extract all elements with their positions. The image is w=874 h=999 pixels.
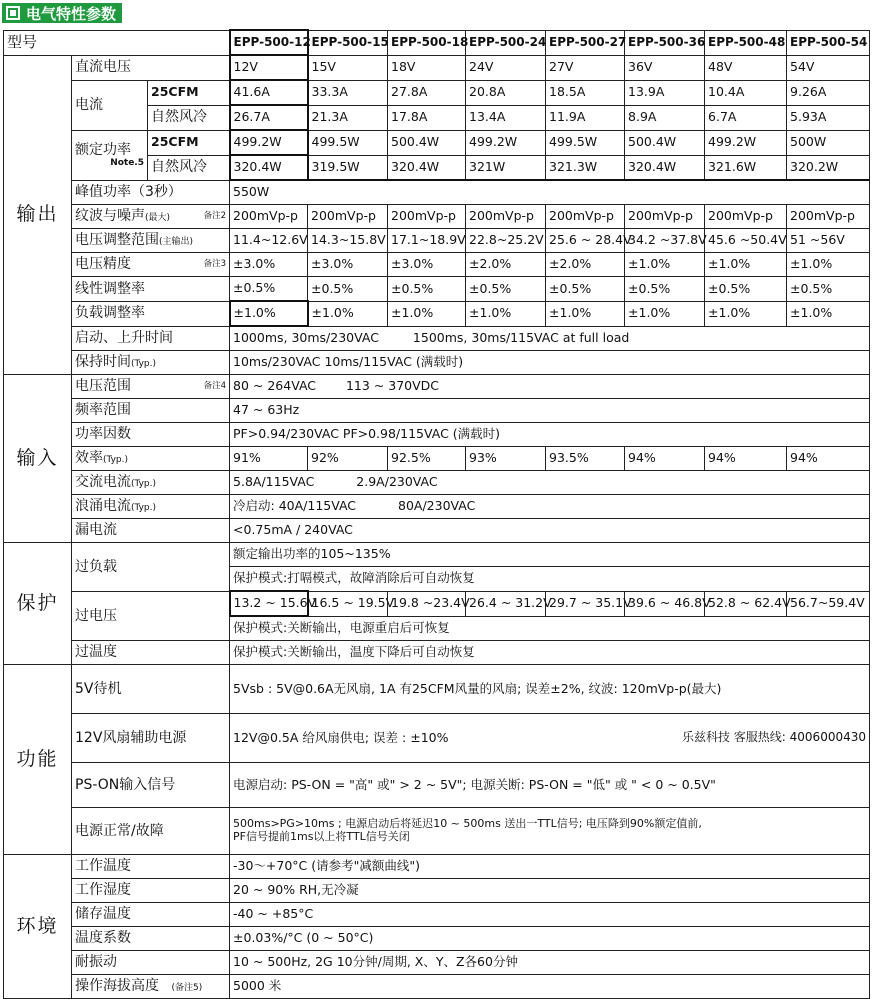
table-row [4,326,870,351]
row-label: 启动、上升时间 [72,326,230,351]
table-row [4,495,870,519]
row-label [72,253,230,277]
value-cell: 11.4~12.6V [230,229,308,253]
value-text: 500ms>PG>10ms ; 电源启动后将延迟10 ~ 500ms 送出一TTL信号; 电压降到90%额定值前, [233,817,702,831]
value-cell: 200mVp-p [625,205,705,229]
value-cell: ±0.5% [705,277,787,302]
value-cell: 电源启动: PS-ON = "高" 或" > 2 ~ 5V"; 电源关断: PS-ON = "低" 或 " < 0 ~ 0.5V" [230,763,870,808]
sub-label: 自然风冷 [148,155,230,180]
row-label: 负载调整率 [72,301,230,326]
value-cell: 18V [388,55,466,80]
table-row [4,714,870,763]
value-cell: 499.5W [308,130,388,155]
value-cell [230,471,870,495]
row-label: 直流电压 [72,55,230,80]
value-cell: 320.2W [787,155,870,180]
value-cell: ±1.0% [787,301,870,326]
value-cell: 321.3W [546,155,625,180]
row-label: 12V风扇辅助电源 [72,714,230,763]
table-row [4,229,870,253]
row-label [72,471,230,495]
row-label: 峰值功率（3秒） [72,180,230,205]
table-row [4,927,870,951]
value-cell: 26.4 ~ 31.2V [466,591,546,616]
value-cell: ±1.0% [388,301,466,326]
value-text: 5.8A/115VAC [233,474,315,490]
row-label: 工作温度 [72,855,230,879]
value-cell: 额定输出功率的105~135% [230,543,870,567]
value-cell: 6.7A [705,105,787,130]
value-cell: 54V [787,55,870,80]
value-cell: 27.8A [388,80,466,105]
value-cell: ±0.03%/°C (0 ~ 50°C) [230,927,870,951]
value-cell: 47 ~ 63Hz [230,399,870,423]
value-text: 113 ~ 370VDC [345,378,440,394]
value-cell: 11.9A [546,105,625,130]
table-row [4,399,870,423]
table-row [4,951,870,975]
row-label [72,447,230,471]
category-function: 功能 [4,665,72,855]
value-cell: 36V [625,55,705,80]
value-cell: 320.4W [388,155,466,180]
value-cell: 499.2W [466,130,546,155]
value-cell: 16.5 ~ 19.5V [308,591,388,616]
value-cell: 10 ~ 500Hz, 2G 10分钟/周期, X、Y、Z各60分钟 [230,951,870,975]
table-row [4,447,870,471]
row-label-text: 电压范围 [75,378,131,395]
value-cell: 48V [705,55,787,80]
note-label: 备注2 [203,211,227,222]
value-cell: 14.3~15.8V [308,229,388,253]
row-label [72,495,230,519]
value-cell: ±1.0% [230,301,308,326]
table-row [4,253,870,277]
value-cell: ±0.5% [546,277,625,302]
row-label: 功率因数 [72,423,230,447]
value-cell: 22.8~25.2V [466,229,546,253]
value-cell: 499.2W [705,130,787,155]
row-label: 电流 [72,80,148,130]
table-row [4,519,870,543]
category-environment: 环境 [4,855,72,999]
value-cell: ±1.0% [625,301,705,326]
section-title [2,3,122,23]
value-text: 1500ms, 30ms/115VAC at full load [412,330,630,346]
value-cell: <0.75mA / 240VAC [230,519,870,543]
model-cell: EPP-500-36 [625,30,705,55]
row-label-text: 效率 [75,450,103,467]
row-label: 储存温度 [72,903,230,927]
note-label: Note.5 [110,157,144,168]
section-title-bar [2,2,122,24]
table-row [4,975,870,999]
sub-label: 25CFM [148,130,230,155]
value-cell: 8.9A [625,105,705,130]
row-label: 线性调整率 [72,277,230,302]
row-label [72,375,230,399]
value-cell: ±1.0% [308,301,388,326]
category-protection: 保护 [4,543,72,665]
value-cell [230,375,870,399]
table-row [4,808,870,855]
model-cell: EPP-500-27 [546,30,625,55]
row-label-text: 浪涌电流 [75,498,131,515]
row-label: 温度系数 [72,927,230,951]
value-cell: 29.7 ~ 35.1V [546,591,625,616]
value-cell: ±1.0% [625,253,705,277]
value-cell: 9.26A [787,80,870,105]
value-cell: 保护模式:关断输出，电源重启后可恢复 [230,616,870,641]
value-cell: ±3.0% [388,253,466,277]
value-text: 1000ms, 30ms/230VAC [233,330,379,346]
spec-table [3,29,870,999]
value-cell: 92% [308,447,388,471]
value-cell: ±3.0% [308,253,388,277]
value-text: 12V@0.5A 给风扇供电; 误差 : ±10% [233,729,449,745]
row-label [72,229,230,253]
table-row [4,641,870,665]
table-row [4,55,870,80]
value-cell: 20 ~ 90% RH,无冷凝 [230,879,870,903]
value-cell: 34.2 ~37.8V [625,229,705,253]
table-row [4,205,870,229]
value-cell: 500W [787,130,870,155]
model-cell: EPP-500-54 [787,30,870,55]
value-cell: ±0.5% [308,277,388,302]
hotline-text: 乐兹科技 客服热线: 4006000430 [681,729,867,744]
row-label [72,130,148,180]
table-row [4,277,870,302]
row-label-text: 额定功率 [75,141,131,158]
value-cell: 321W [466,155,546,180]
value-cell: ±1.0% [546,301,625,326]
value-cell: ±2.0% [546,253,625,277]
value-cell: 12V [230,55,308,80]
row-label: 漏电流 [72,519,230,543]
value-text: 80 ~ 264VAC [233,378,317,394]
value-cell: -40 ~ +85°C [230,903,870,927]
value-cell: 200mVp-p [546,205,625,229]
value-cell: 10ms/230VAC 10ms/115VAC (满载时) [230,351,870,375]
value-cell: ±3.0% [230,253,308,277]
value-cell: ±1.0% [787,253,870,277]
value-cell: 200mVp-p [705,205,787,229]
table-row [4,591,870,616]
table-row [4,543,870,567]
value-cell: ±0.5% [388,277,466,302]
value-cell: 24V [466,55,546,80]
row-label-text: 电压精度 [75,256,131,273]
value-cell: 18.5A [546,80,625,105]
table-row [4,471,870,495]
value-cell [230,495,870,519]
table-row [4,903,870,927]
value-cell: 13.4A [466,105,546,130]
row-label [72,975,230,999]
value-cell: ±0.5% [230,277,308,302]
value-cell: 94% [625,447,705,471]
value-cell: 19.8 ~23.4V [388,591,466,616]
row-label: 频率范围 [72,399,230,423]
value-cell: 17.1~18.9V [388,229,466,253]
table-row [4,879,870,903]
table-row [4,301,870,326]
value-cell: 56.7~59.4V [787,591,870,616]
value-cell: 52.8 ~ 62.4V [705,591,787,616]
row-label-text: 保持时间 [75,354,131,371]
value-cell: ±1.0% [466,301,546,326]
value-cell: 94% [787,447,870,471]
value-text: 冷启动: 40A/115VAC [233,498,357,514]
row-label: 5V待机 [72,665,230,714]
value-cell: 27V [546,55,625,80]
model-cell: EPP-500-15 [308,30,388,55]
row-label [72,205,230,229]
qualifier: (Typ.) [103,455,129,466]
value-cell: 保护模式:关断输出，温度下降后可自动恢复 [230,641,870,665]
note-label: (备注5) [171,983,203,994]
value-cell: 93% [466,447,546,471]
value-cell: ±0.5% [787,277,870,302]
value-cell: ±2.0% [466,253,546,277]
row-label: 电源正常/故障 [72,808,230,855]
note-label: 备注4 [203,381,227,392]
value-cell: 17.8A [388,105,466,130]
value-cell: 499.5W [546,130,625,155]
value-text: PF信号提前1ms以上将TTL信号关闭 [233,830,410,843]
row-label-text: 操作海拔高度 [75,978,159,995]
value-cell: 13.9A [625,80,705,105]
sub-label: 自然风冷 [148,105,230,130]
value-cell: 500.4W [388,130,466,155]
value-cell: 13.2 ~ 15.6V [230,591,308,616]
table-row [4,423,870,447]
value-cell: 保护模式:打嗝模式，故障消除后可自动恢复 [230,567,870,592]
qualifier: (Typ.) [131,503,157,514]
table-row [4,665,870,714]
row-label: 工作湿度 [72,879,230,903]
value-text: 2.9A/230VAC [356,474,438,490]
value-cell: 39.6 ~ 46.8V [625,591,705,616]
table-row [4,80,870,105]
value-cell: 94% [705,447,787,471]
value-cell [230,714,870,763]
value-cell: 5000 米 [230,975,870,999]
value-cell: 550W [230,180,870,205]
category-output: 输出 [4,55,72,375]
row-label: PS-ON输入信号 [72,763,230,808]
value-cell: 25.6 ~ 28.4V [546,229,625,253]
model-header-label: 型号 [4,30,230,55]
value-cell: 319.5W [308,155,388,180]
row-label: 过负载 [72,543,230,592]
qualifier: (最大) [145,213,171,224]
qualifier: (主输出) [159,237,194,248]
value-cell: ±0.5% [625,277,705,302]
table-header-row [4,30,870,55]
value-cell: ±1.0% [705,253,787,277]
value-cell: ±0.5% [466,277,546,302]
table-row [4,180,870,205]
category-input: 输入 [4,375,72,543]
value-cell: 499.2W [230,130,308,155]
value-cell: 200mVp-p [466,205,546,229]
row-label-text: 纹波与噪声 [75,208,145,225]
model-cell: EPP-500-12 [230,30,308,55]
value-cell: 45.6 ~50.4V [705,229,787,253]
value-cell: PF>0.94/230VAC PF>0.98/115VAC (满载时) [230,423,870,447]
model-cell: EPP-500-24 [466,30,546,55]
row-label: 过电压 [72,591,230,641]
row-label: 过温度 [72,641,230,665]
table-row [4,855,870,879]
square-bullet-icon [6,6,20,20]
value-cell: 33.3A [308,80,388,105]
table-row [4,375,870,399]
value-cell: 51 ~56V [787,229,870,253]
row-label: 耐振动 [72,951,230,975]
row-label-text: 交流电流 [75,474,131,491]
value-cell: 93.5% [546,447,625,471]
value-cell: 5.93A [787,105,870,130]
table-row [4,130,870,155]
value-cell: 92.5% [388,447,466,471]
table-row [4,763,870,808]
value-cell: 10.4A [705,80,787,105]
value-cell: 200mVp-p [787,205,870,229]
value-cell: 200mVp-p [388,205,466,229]
note-label: 备注3 [203,259,227,270]
value-cell: 91% [230,447,308,471]
value-cell: 21.3A [308,105,388,130]
value-cell: ±1.0% [705,301,787,326]
value-text: 80A/230VAC [398,498,476,514]
value-cell: -30～+70°C (请参考"减额曲线") [230,855,870,879]
model-cell: EPP-500-48 [705,30,787,55]
row-label-text: 电压调整范围 [75,232,159,249]
value-cell: 320.4W [625,155,705,180]
sub-label: 25CFM [148,80,230,105]
value-cell: 5Vsb : 5V@0.6A无风扇, 1A 有25CFM风量的风扇; 误差±2%, 纹波: 120mVp-p(最大) [230,665,870,714]
value-cell: 321.6W [705,155,787,180]
value-cell [230,326,870,351]
qualifier: (Typ.) [131,359,157,370]
value-cell: 200mVp-p [230,205,308,229]
value-cell: 15V [308,55,388,80]
value-cell: 26.7A [230,105,308,130]
value-cell [230,808,870,855]
value-cell: 200mVp-p [308,205,388,229]
value-cell: 41.6A [230,80,308,105]
section-title-text: 电气特性参数 [26,4,117,23]
row-label [72,351,230,375]
model-cell: EPP-500-18 [388,30,466,55]
table-row [4,351,870,375]
value-cell: 20.8A [466,80,546,105]
value-cell: 500.4W [625,130,705,155]
qualifier: (Typ.) [131,479,157,490]
value-cell: 320.4W [230,155,308,180]
